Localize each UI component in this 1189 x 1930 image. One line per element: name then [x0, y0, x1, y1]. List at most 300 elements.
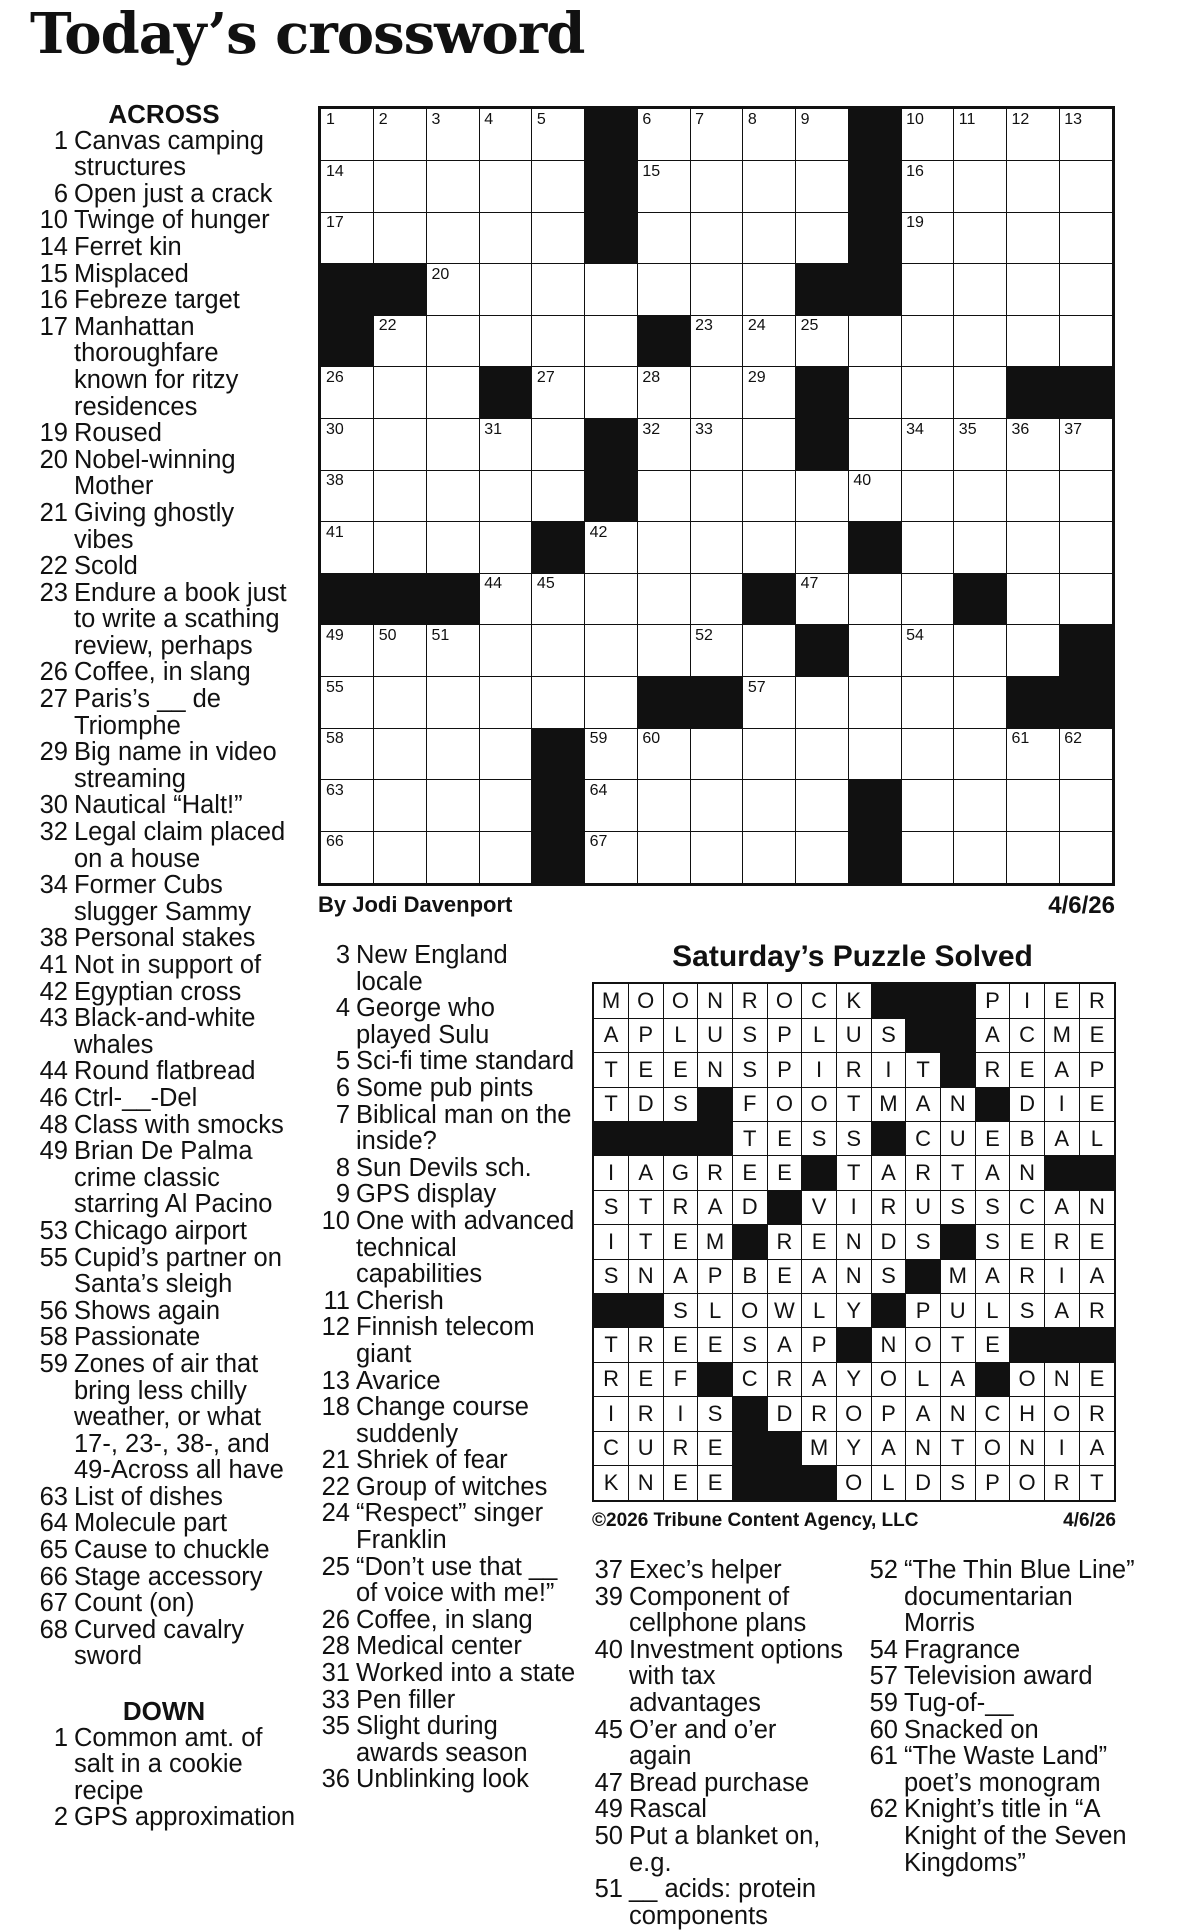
grid-cell[interactable] — [637, 367, 690, 419]
clue-text: Ctrl-__-Del — [74, 1083, 198, 1112]
solved-cell: A — [767, 1328, 802, 1363]
grid-cell[interactable] — [743, 780, 796, 832]
black-square — [374, 573, 427, 625]
grid-cell[interactable] — [848, 728, 901, 780]
clue-text: Nautical “Halt!” — [74, 791, 243, 820]
grid-cell[interactable] — [796, 161, 849, 213]
cell-number: 23 — [695, 317, 713, 335]
grid-cell[interactable] — [743, 161, 796, 213]
solved-puzzle-date: 4/6/26 — [1063, 1510, 1116, 1531]
grid-cell[interactable] — [796, 831, 849, 883]
grid-cell[interactable] — [321, 625, 374, 677]
grid-cell[interactable] — [901, 625, 954, 677]
grid-cell[interactable] — [374, 161, 427, 213]
black-square — [954, 573, 1007, 625]
grid-cell[interactable] — [1059, 831, 1112, 883]
solved-cell: A — [1079, 1431, 1114, 1466]
grid-cell[interactable] — [426, 161, 479, 213]
clue-number: 4 — [335, 994, 350, 1023]
grid-cell[interactable] — [690, 625, 743, 677]
solved-black-square — [629, 1294, 664, 1329]
grid-cell[interactable] — [1007, 625, 1060, 677]
grid-cell[interactable] — [426, 419, 479, 471]
clue-text: Nobel-winning Mother — [74, 445, 236, 501]
grid-cell[interactable] — [1059, 728, 1112, 780]
cell-number: 27 — [536, 369, 555, 386]
grid-cell[interactable] — [690, 109, 743, 161]
grid-cell[interactable] — [1059, 109, 1112, 161]
cell-number: 34 — [906, 420, 924, 438]
grid-cell[interactable] — [426, 522, 479, 574]
grid-cell[interactable] — [901, 470, 954, 522]
grid-cell[interactable] — [321, 728, 374, 780]
solved-cell: R — [1010, 1259, 1045, 1294]
grid-cell[interactable] — [848, 419, 901, 471]
grid-cell[interactable] — [1059, 315, 1112, 367]
grid-cell[interactable] — [901, 831, 954, 883]
grid-cell[interactable] — [743, 212, 796, 264]
grid-cell[interactable] — [321, 677, 374, 729]
grid-cell[interactable] — [479, 161, 532, 213]
clue-text: “The Waste Land” poet’s monogram — [904, 1742, 1108, 1797]
cell-number: 37 — [1064, 420, 1083, 438]
solved-black-square — [906, 984, 941, 1019]
clue-text: “The Thin Blue Line” documentarian Morris — [904, 1556, 1135, 1638]
solved-black-square — [871, 984, 906, 1019]
across-clue — [30, 1324, 298, 1351]
solved-cell: L — [1079, 1122, 1114, 1157]
solved-cell: I — [663, 1397, 698, 1432]
grid-cell[interactable] — [479, 780, 532, 832]
grid-cell[interactable] — [848, 470, 901, 522]
grid-cell[interactable] — [321, 522, 374, 574]
grid-cell[interactable] — [585, 522, 638, 574]
solved-cell: T — [629, 1190, 664, 1225]
grid-cell[interactable] — [479, 419, 532, 471]
grid-cell[interactable] — [796, 780, 849, 832]
grid-cell[interactable] — [532, 677, 585, 729]
grid-cell[interactable] — [426, 625, 479, 677]
grid-cell[interactable] — [532, 573, 585, 625]
grid-cell[interactable] — [848, 573, 901, 625]
grid-cell[interactable] — [901, 264, 954, 316]
grid-cell[interactable] — [479, 573, 532, 625]
grid-cell[interactable] — [901, 419, 954, 471]
clue-number: 6 — [335, 1073, 350, 1102]
grid-cell[interactable] — [374, 728, 427, 780]
grid-cell[interactable] — [954, 367, 1007, 419]
cell-number: 38 — [326, 472, 344, 490]
grid-cell[interactable] — [1007, 161, 1060, 213]
solved-black-square — [733, 1225, 768, 1260]
grid-cell[interactable] — [1007, 573, 1060, 625]
black-square — [637, 315, 690, 367]
black-square — [585, 212, 638, 264]
grid-cell[interactable] — [901, 728, 954, 780]
grid-cell[interactable] — [901, 109, 954, 161]
solved-cell: A — [698, 1190, 733, 1225]
solved-cell: N — [1010, 1156, 1045, 1191]
grid-cell[interactable] — [796, 677, 849, 729]
grid-cell[interactable] — [426, 728, 479, 780]
solved-cell: T — [837, 1087, 872, 1122]
grid-cell[interactable] — [901, 161, 954, 213]
clue-text: Egyptian cross — [74, 977, 242, 1006]
grid-cell[interactable] — [532, 161, 585, 213]
clue-text: Roused — [74, 419, 162, 448]
grid-cell[interactable] — [321, 780, 374, 832]
grid-cell[interactable] — [321, 212, 374, 264]
black-square — [796, 419, 849, 471]
clue-text: Class with smocks — [74, 1110, 284, 1139]
solved-black-square — [698, 1087, 733, 1122]
grid-cell[interactable] — [479, 264, 532, 316]
grid-cell[interactable] — [1059, 212, 1112, 264]
grid-cell[interactable] — [585, 315, 638, 367]
grid-cell[interactable] — [637, 264, 690, 316]
grid-cell[interactable] — [848, 625, 901, 677]
grid-cell[interactable] — [637, 522, 690, 574]
grid-cell[interactable] — [321, 831, 374, 883]
grid-cell[interactable] — [690, 315, 743, 367]
grid-cell[interactable] — [796, 728, 849, 780]
grid-cell[interactable] — [637, 212, 690, 264]
grid-cell[interactable] — [954, 470, 1007, 522]
grid-cell[interactable] — [585, 677, 638, 729]
cell-number: 33 — [695, 420, 713, 438]
grid-cell[interactable] — [1007, 212, 1060, 264]
across-clue — [30, 580, 298, 660]
grid-cell[interactable] — [637, 780, 690, 832]
clue-text: Black-and-white whales — [74, 1004, 256, 1059]
grid-cell[interactable] — [954, 677, 1007, 729]
grid-cell[interactable] — [321, 109, 374, 161]
cell-number: 26 — [326, 369, 344, 386]
grid-cell[interactable] — [321, 367, 374, 419]
cell-number: 41 — [326, 523, 344, 541]
solved-cell: E — [1079, 1362, 1114, 1397]
grid-cell[interactable] — [690, 212, 743, 264]
down-clue — [312, 942, 577, 995]
grid-cell[interactable] — [585, 728, 638, 780]
down-clue — [30, 1804, 298, 1831]
clue-text: Shows again — [74, 1296, 221, 1325]
solved-cell: P — [1079, 1053, 1114, 1088]
grid-cell[interactable] — [637, 625, 690, 677]
grid-cell[interactable] — [426, 470, 479, 522]
solved-cell: R — [975, 1053, 1010, 1088]
grid-cell[interactable] — [321, 419, 374, 471]
grid-cell[interactable] — [374, 831, 427, 883]
grid-cell[interactable] — [426, 315, 479, 367]
grid-cell[interactable] — [374, 522, 427, 574]
grid-cell[interactable] — [426, 109, 479, 161]
grid-cell[interactable] — [479, 212, 532, 264]
grid-cell[interactable] — [374, 625, 427, 677]
clue-number: 65 — [39, 1536, 68, 1565]
clue-number: 59 — [869, 1688, 898, 1717]
grid-cell[interactable] — [1059, 780, 1112, 832]
grid-cell[interactable] — [585, 264, 638, 316]
cell-number: 8 — [747, 111, 757, 128]
black-square — [585, 419, 638, 471]
grid-cell[interactable] — [1059, 470, 1112, 522]
grid-cell[interactable] — [637, 109, 690, 161]
cell-number: 64 — [589, 781, 608, 799]
grid-cell[interactable] — [954, 728, 1007, 780]
clue-number: 41 — [39, 951, 68, 979]
grid-cell[interactable] — [374, 419, 427, 471]
grid-cell[interactable] — [954, 315, 1007, 367]
grid-cell[interactable] — [426, 264, 479, 316]
grid-cell[interactable] — [743, 109, 796, 161]
grid-cell[interactable] — [426, 212, 479, 264]
grid-cell[interactable] — [1007, 780, 1060, 832]
grid-cell[interactable] — [426, 677, 479, 729]
grid-cell[interactable] — [743, 728, 796, 780]
clue-number: 60 — [869, 1715, 898, 1744]
solved-cell: T — [837, 1156, 872, 1191]
clue-text: Endure a book just to write a scathing review, perhaps — [74, 578, 287, 660]
grid-cell[interactable] — [1007, 264, 1060, 316]
grid-cell[interactable] — [690, 264, 743, 316]
across-clue — [30, 261, 298, 288]
solved-cell: M — [1045, 1018, 1080, 1053]
grid-cell[interactable] — [479, 831, 532, 883]
grid-cell[interactable] — [954, 264, 1007, 316]
grid-cell[interactable] — [532, 109, 585, 161]
grid-cell[interactable] — [637, 831, 690, 883]
grid-cell[interactable] — [690, 470, 743, 522]
grid-cell[interactable] — [901, 367, 954, 419]
across-clue — [30, 739, 298, 792]
grid-cell[interactable] — [901, 573, 954, 625]
grid-cell[interactable] — [1059, 419, 1112, 471]
grid-cell[interactable] — [848, 367, 901, 419]
grid-cell[interactable] — [532, 315, 585, 367]
grid-cell[interactable] — [532, 419, 585, 471]
cell-number: 52 — [695, 627, 713, 644]
grid-cell[interactable] — [743, 831, 796, 883]
solved-cell: C — [594, 1431, 629, 1466]
clue-column-3 — [585, 1557, 845, 1929]
solved-cell: L — [663, 1018, 698, 1053]
solved-cell: T — [629, 1225, 664, 1260]
grid-cell[interactable] — [374, 109, 427, 161]
grid-cell[interactable] — [901, 780, 954, 832]
clue-text: Brian De Palma crime classic starring Al Pacino — [74, 1137, 273, 1219]
cell-number: 45 — [536, 575, 555, 593]
clue-number: 31 — [321, 1659, 350, 1688]
solved-cell: O — [871, 1362, 906, 1397]
solved-cell: S — [733, 1018, 768, 1053]
solved-cell: B — [733, 1259, 768, 1294]
solved-cell: S — [871, 1259, 906, 1294]
grid-cell[interactable] — [1007, 315, 1060, 367]
grid-cell[interactable] — [637, 161, 690, 213]
grid-cell[interactable] — [532, 212, 585, 264]
grid-cell[interactable] — [1059, 522, 1112, 574]
grid-cell[interactable] — [690, 419, 743, 471]
grid-cell[interactable] — [532, 625, 585, 677]
grid-cell[interactable] — [690, 573, 743, 625]
cell-number: 63 — [326, 781, 344, 799]
grid-cell[interactable] — [954, 831, 1007, 883]
solved-cell: E — [975, 1328, 1010, 1363]
solved-cell: A — [1045, 1053, 1080, 1088]
clue-text: Paris’s __ de Triomphe — [74, 685, 221, 740]
grid-cell[interactable] — [637, 728, 690, 780]
grid-cell[interactable] — [374, 677, 427, 729]
cell-number: 61 — [1011, 730, 1030, 748]
grid-cell[interactable] — [954, 212, 1007, 264]
grid-cell[interactable] — [426, 831, 479, 883]
grid-cell[interactable] — [954, 625, 1007, 677]
solved-cell: E — [663, 1053, 698, 1088]
grid-cell[interactable] — [901, 212, 954, 264]
grid-cell[interactable] — [1007, 109, 1060, 161]
solved-cell: C — [733, 1362, 768, 1397]
solved-cell: P — [698, 1259, 733, 1294]
grid-cell[interactable] — [690, 367, 743, 419]
grid-cell[interactable] — [690, 780, 743, 832]
grid-cell[interactable] — [743, 522, 796, 574]
grid-cell[interactable] — [585, 831, 638, 883]
solved-black-square — [941, 984, 976, 1019]
grid-cell[interactable] — [479, 728, 532, 780]
grid-cell[interactable] — [585, 780, 638, 832]
solved-cell: M — [941, 1259, 976, 1294]
grid-cell[interactable] — [321, 161, 374, 213]
grid-cell[interactable] — [690, 161, 743, 213]
grid-cell[interactable] — [532, 367, 585, 419]
cell-number: 36 — [1011, 420, 1030, 438]
clue-text: “Respect” singer Franklin — [356, 1499, 544, 1555]
black-square — [848, 522, 901, 574]
grid-cell[interactable] — [374, 212, 427, 264]
grid-cell[interactable] — [479, 625, 532, 677]
grid-cell[interactable] — [796, 470, 849, 522]
solved-black-square — [941, 1225, 976, 1260]
grid-cell[interactable] — [479, 522, 532, 574]
clue-number: 27 — [39, 685, 68, 714]
solved-cell: O — [975, 1431, 1010, 1466]
grid-cell[interactable] — [1007, 728, 1060, 780]
solved-cell: T — [941, 1431, 976, 1466]
grid-cell[interactable] — [1059, 161, 1112, 213]
grid-cell[interactable] — [848, 677, 901, 729]
grid-cell[interactable] — [532, 470, 585, 522]
grid-cell[interactable] — [901, 522, 954, 574]
grid-cell[interactable] — [796, 522, 849, 574]
grid-cell[interactable] — [374, 470, 427, 522]
grid-cell[interactable] — [1007, 522, 1060, 574]
grid-cell[interactable] — [585, 625, 638, 677]
grid-cell[interactable] — [848, 315, 901, 367]
grid-cell[interactable] — [743, 677, 796, 729]
grid-cell[interactable] — [954, 109, 1007, 161]
grid-cell[interactable] — [426, 367, 479, 419]
grid-cell[interactable] — [479, 109, 532, 161]
cell-number: 16 — [906, 162, 924, 180]
solved-cell: I — [1045, 1087, 1080, 1122]
cell-number: 14 — [326, 162, 344, 180]
grid-cell[interactable] — [585, 573, 638, 625]
grid-cell[interactable] — [1059, 264, 1112, 316]
grid-cell[interactable] — [1007, 831, 1060, 883]
grid-cell[interactable] — [532, 264, 585, 316]
grid-cell[interactable] — [954, 161, 1007, 213]
grid-cell[interactable] — [743, 625, 796, 677]
down-clue — [585, 1770, 845, 1797]
grid-cell[interactable] — [374, 367, 427, 419]
grid-cell[interactable] — [901, 315, 954, 367]
grid-cell[interactable] — [374, 780, 427, 832]
across-clue — [30, 1218, 298, 1245]
grid-cell[interactable] — [690, 728, 743, 780]
grid-cell[interactable] — [743, 264, 796, 316]
solved-cell: S — [733, 1053, 768, 1088]
grid-cell[interactable] — [954, 522, 1007, 574]
cell-number: 49 — [326, 627, 344, 644]
grid-cell[interactable] — [954, 419, 1007, 471]
solved-cell: S — [594, 1190, 629, 1225]
solved-cell: B — [1010, 1122, 1045, 1157]
grid-cell[interactable] — [426, 780, 479, 832]
down-clue — [312, 1181, 577, 1208]
solved-black-square — [629, 1122, 664, 1157]
grid-cell[interactable] — [954, 780, 1007, 832]
grid-cell[interactable] — [637, 419, 690, 471]
grid-cell[interactable] — [321, 470, 374, 522]
solved-cell: S — [906, 1225, 941, 1260]
grid-cell[interactable] — [743, 315, 796, 367]
solved-cell: E — [733, 1156, 768, 1191]
grid-cell[interactable] — [796, 315, 849, 367]
grid-cell[interactable] — [796, 573, 849, 625]
grid-cell[interactable] — [690, 522, 743, 574]
grid-cell[interactable] — [479, 470, 532, 522]
down-clue — [860, 1663, 1150, 1690]
grid-cell[interactable] — [585, 367, 638, 419]
black-square — [585, 470, 638, 522]
grid-cell[interactable] — [796, 109, 849, 161]
clue-text: Personal stakes — [74, 924, 256, 953]
clue-number: 22 — [321, 1472, 350, 1501]
down-clue — [312, 1075, 577, 1102]
grid-cell[interactable] — [479, 677, 532, 729]
grid-cell[interactable] — [690, 831, 743, 883]
clue-number: 49 — [39, 1137, 68, 1166]
grid-cell[interactable] — [1007, 470, 1060, 522]
grid-cell[interactable] — [1059, 573, 1112, 625]
clue-number: 58 — [39, 1323, 68, 1352]
down-clue — [312, 1607, 577, 1634]
grid-cell[interactable] — [743, 367, 796, 419]
clue-number: 62 — [869, 1795, 898, 1824]
grid-cell[interactable] — [479, 315, 532, 367]
grid-cell[interactable] — [374, 315, 427, 367]
black-square — [585, 161, 638, 213]
grid-cell[interactable] — [637, 573, 690, 625]
grid-cell[interactable] — [901, 677, 954, 729]
grid-cell[interactable] — [743, 470, 796, 522]
grid-cell[interactable] — [743, 419, 796, 471]
grid-cell[interactable] — [796, 212, 849, 264]
grid-cell[interactable] — [637, 470, 690, 522]
grid-cell[interactable] — [1007, 419, 1060, 471]
clue-number: 37 — [594, 1556, 623, 1584]
